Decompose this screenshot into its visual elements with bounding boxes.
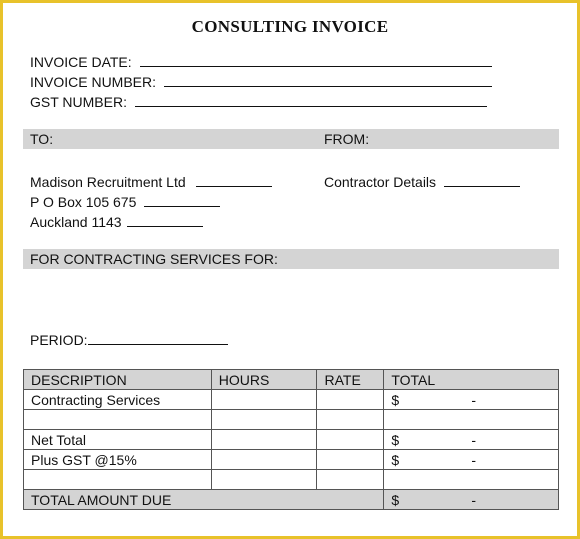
- row-hours[interactable]: [211, 450, 317, 470]
- row-description: Plus GST @15%: [24, 450, 212, 470]
- invoice-date-field[interactable]: [140, 54, 492, 67]
- row-total[interactable]: [384, 470, 559, 490]
- gst-number-row: [30, 93, 487, 111]
- row-total: [384, 450, 559, 470]
- services-label: FOR CONTRACTING SERVICES FOR:: [30, 251, 278, 267]
- row-rate[interactable]: [317, 470, 384, 490]
- currency-symbol: $: [391, 491, 400, 508]
- row-total[interactable]: [384, 410, 559, 430]
- table-row: [24, 450, 559, 470]
- row-hours[interactable]: [211, 390, 317, 410]
- row-total: [384, 390, 559, 410]
- row-rate[interactable]: [317, 450, 384, 470]
- row-hours[interactable]: [211, 430, 317, 450]
- from-details: Contractor Details: [324, 174, 437, 190]
- currency-symbol: $: [391, 391, 400, 408]
- table-row: [24, 430, 559, 450]
- period-row: [30, 331, 228, 349]
- to-label: TO:: [30, 131, 54, 147]
- total-row: [24, 490, 559, 510]
- to-address-field[interactable]: [144, 194, 220, 207]
- invoice-number-label: INVOICE NUMBER:: [30, 74, 157, 90]
- to-name-row: [30, 173, 272, 191]
- amount-value: -: [471, 391, 476, 408]
- table-header-row: [24, 370, 559, 390]
- to-name-field[interactable]: [196, 174, 272, 187]
- table-row: [24, 470, 559, 490]
- to-city: Auckland 1143: [30, 214, 122, 230]
- to-city-row: [30, 213, 203, 231]
- period-field[interactable]: [88, 332, 228, 345]
- invoice-title: CONSULTING INVOICE: [191, 17, 389, 36]
- to-from-band: [23, 129, 559, 149]
- row-description: Contracting Services: [24, 390, 212, 410]
- services-band: [23, 249, 559, 269]
- row-hours[interactable]: [211, 470, 317, 490]
- invoice-items-table: [23, 369, 559, 510]
- to-address-row: [30, 193, 220, 211]
- row-description: Net Total: [24, 430, 212, 450]
- to-address: P O Box 105 675: [30, 194, 137, 210]
- total-amount-cell: [384, 490, 559, 510]
- currency-symbol: $: [391, 431, 400, 448]
- to-name: Madison Recruitment Ltd: [30, 174, 186, 190]
- col-hours-header: HOURS: [211, 370, 317, 390]
- currency-symbol: $: [391, 451, 400, 468]
- col-total-header: TOTAL: [384, 370, 559, 390]
- total-label: TOTAL AMOUNT DUE: [24, 490, 384, 510]
- gst-number-label: GST NUMBER:: [30, 94, 127, 110]
- from-label: FROM:: [324, 131, 370, 147]
- to-city-field[interactable]: [127, 214, 203, 227]
- table-row: [24, 410, 559, 430]
- from-details-row: [324, 173, 520, 191]
- period-label: PERIOD:: [30, 332, 88, 348]
- table-row: [24, 390, 559, 410]
- row-total: [384, 430, 559, 450]
- invoice-number-row: [30, 73, 492, 91]
- row-rate[interactable]: [317, 410, 384, 430]
- amount-value: -: [471, 431, 476, 448]
- row-description[interactable]: [24, 410, 212, 430]
- from-details-field[interactable]: [444, 174, 520, 187]
- row-rate[interactable]: [317, 430, 384, 450]
- row-hours[interactable]: [211, 410, 317, 430]
- gst-number-field[interactable]: [135, 94, 487, 107]
- row-description[interactable]: [24, 470, 212, 490]
- invoice-number-field[interactable]: [164, 74, 492, 87]
- amount-value: -: [471, 451, 476, 468]
- col-rate-header: RATE: [317, 370, 384, 390]
- invoice-date-row: [30, 53, 492, 71]
- col-description-header: DESCRIPTION: [24, 370, 212, 390]
- invoice-date-label: INVOICE DATE:: [30, 54, 132, 70]
- row-rate[interactable]: [317, 390, 384, 410]
- total-amount-value: -: [471, 491, 476, 508]
